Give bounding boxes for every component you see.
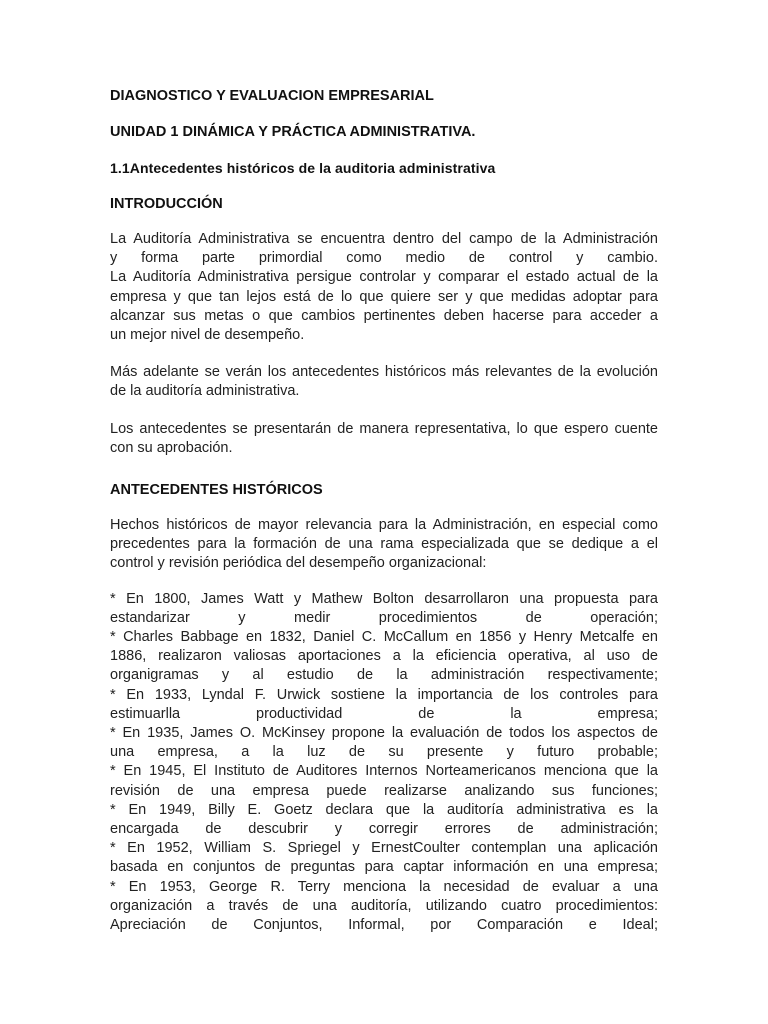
event-line: basada en conjuntos de preguntas para captar información en una empresa; [110,859,658,876]
event-line: organigramas y al estudio de la administración respectivamente; [110,667,658,684]
event-line: * En 1933, Lyndal F. Urwick sostiene la importancia de los controles para [110,686,658,703]
event-line: * En 1935, James O. McKinsey propone la evaluación de todos los aspectos de [110,725,658,742]
event-line: 1886, realizaron valiosas aportaciones a la eficiencia operativa, al uso de [110,648,658,665]
event-line: * En 1800, James Watt y Mathew Bolton desarrollaron una propuesta para [110,590,658,607]
intro-line: y forma parte primordial como medio de control y cambio. [110,250,658,267]
event-line: * En 1952, William S. Spriegel y ErnestCoulter contemplan una aplicación [110,840,658,857]
event-line: estimuarlla productividad de la empresa; [110,705,658,722]
event-line: * En 1945, El Instituto de Auditores Internos Norteamericanos menciona que la [110,763,658,780]
intro-heading: INTRODUCCIÓN [110,196,223,212]
subsection-heading: 1.1Antecedentes históricos de la auditoria administrativa [110,160,496,176]
intro-line: alcanzar sus metas o que cambios pertinentes deben hacerse para acceder a [110,307,658,324]
intro-paragraph [110,230,658,345]
event-line: * En 1949, Billy E. Goetz declara que la auditoría administrativa es la [110,801,658,818]
unit-heading: UNIDAD 1 DINÁMICA Y PRÁCTICA ADMINISTRATIVA. [110,124,476,140]
paragraph-approval: Los antecedentes se presentarán de manera representativa, lo que espero cuente con su aprobación. [110,420,658,456]
event-line: * Charles Babbage en 1832, Daniel C. McCallum en 1856 y Henry Metcalfe en [110,629,658,646]
event-line: estandarizar y medir procedimientos de operación; [110,609,658,626]
intro-line: La Auditoría Administrativa persigue controlar y comparar el estado actual de la [110,269,658,286]
intro-line: un mejor nivel de desempeño. [110,327,305,344]
events-list [110,590,658,936]
history-heading: ANTECEDENTES HISTÓRICOS [110,482,323,499]
event-line: * En 1953, George R. Terry menciona la necesidad de evaluar a una [110,878,658,895]
event-line: revisión de una empresa puede realizarse analizando sus funciones; [110,782,658,799]
history-intro-paragraph: Hechos históricos de mayor relevancia para la Administración, en especial como precedentes para la formación de una rama especializada que se dedique a el control y revisión periódica del desempeño organizacional: [110,517,658,572]
paragraph-evolution: Más adelante se verán los antecedentes históricos más relevantes de la evolución de la auditoría administrativa. [110,364,658,400]
event-line: Apreciación de Conjuntos, Informal, por Comparación e Ideal; [110,917,658,934]
intro-line: La Auditoría Administrativa se encuentra dentro del campo de la Administración [110,231,658,247]
intro-line: empresa y que tan lejos está de lo que quiere ser y que medidas adoptar para [110,288,658,305]
event-line: encargada de descubrir y corregir errores de administración; [110,821,658,838]
event-line: una empresa, a la luz de su presente y futuro probable; [110,744,658,761]
document-title: DIAGNOSTICO Y EVALUACION EMPRESARIAL [110,88,434,104]
event-line: organización a través de una auditoría, utilizando cuatro procedimientos: [110,897,658,914]
